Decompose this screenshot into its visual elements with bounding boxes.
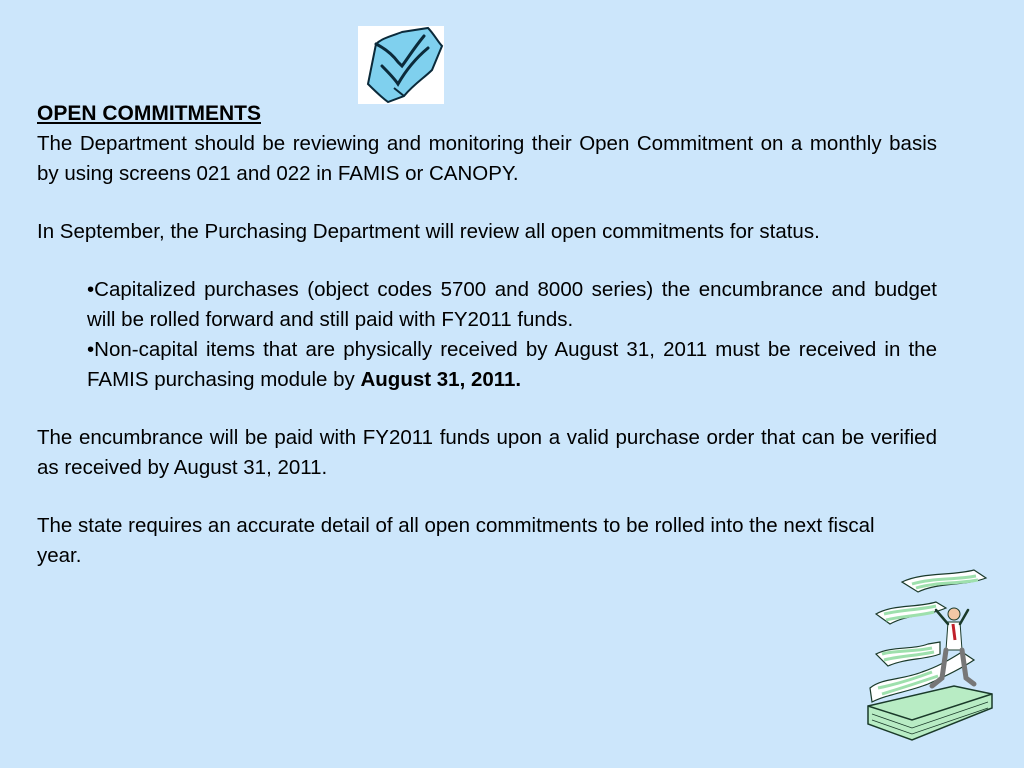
- paperwork-person-icon: [862, 568, 997, 746]
- slide-content: [37, 99, 937, 571]
- bullet-non-capital: [87, 335, 937, 395]
- bullet-deadline: August 31, 2011.: [360, 368, 522, 391]
- checkmark-icon: [358, 26, 444, 104]
- checkmark-svg: [358, 26, 444, 104]
- bullet-capitalized: •Capitalized purchases (object codes 5700 and 8000 series) the encumbrance and budget will be rolled forward and still paid with FY2011 funds.: [87, 278, 937, 331]
- paragraph-encumbrance: The encumbrance will be paid with FY2011 funds upon a valid purchase order that can be verified as received by August 31, 2011.: [37, 426, 937, 479]
- page-title: OPEN COMMITMENTS: [37, 102, 261, 125]
- paragraph-september-review: In September, the Purchasing Department will review all open commitments for status.: [37, 220, 820, 243]
- paragraph-state-requirement: The state requires an accurate detail of all open commitments to be rolled into the next fiscal year.: [37, 514, 875, 567]
- paperwork-svg: [862, 568, 997, 746]
- bullet-list: [37, 275, 937, 395]
- bullet-non-capital-text: •Non-capital items that are physically received by August 31, 2011 must be received in the FAMIS purchasing module by: [87, 338, 937, 391]
- paragraph-monitoring: The Department should be reviewing and monitoring their Open Commitment on a monthly basis by using screens 021 and 022 in FAMIS or CANOPY.: [37, 132, 937, 185]
